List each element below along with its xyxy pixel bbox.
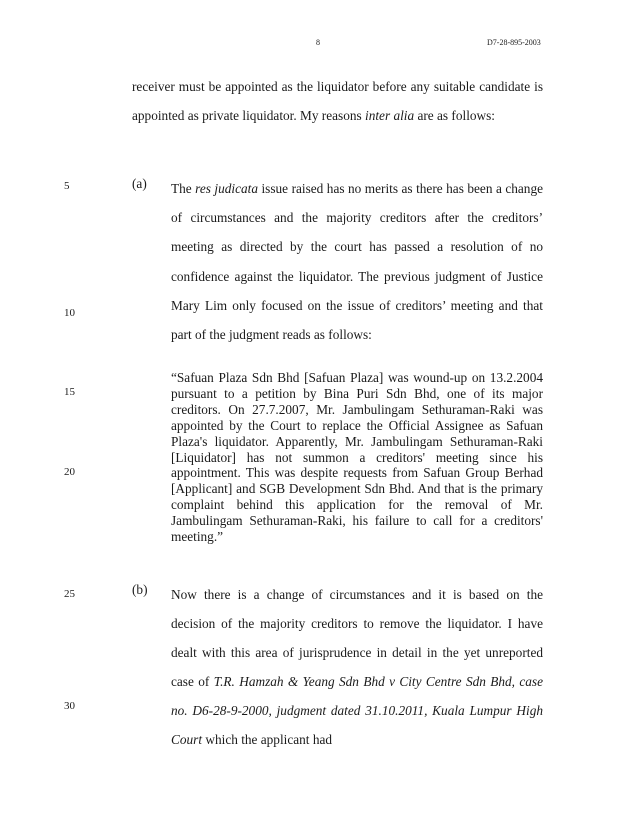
line-number-25: 25: [64, 588, 75, 600]
judgment-quote: “Safuan Plaza Sdn Bhd [Safuan Plaza] was wound-up on 13.2.2004 pursuant to a petition by Bina Puri Sdn Bhd, one of its major creditors. On 27.7.2007, Mr. Jambulingam Sethuraman-Raki was appointed by the Court to replace the Official Assignee as Safuan Plaza's liquidator. Apparently, Mr. Jambulingam Sethuraman-Raki [Liquidator] has not summon a creditors' meeting since his appointment. This was despite requests from Safuan Group Berhad [Applicant] and SGB Development Sdn Bhd. And that is the primary complaint behind this application for the removal of Mr. Jambulingam Sethuraman-Raki, his failure to call for a creditors' meeting.”: [171, 370, 543, 545]
item-a-label: (a): [132, 176, 147, 191]
item-b-label: (b): [132, 582, 148, 597]
line-number-10: 10: [64, 307, 75, 319]
page-number: 8: [316, 38, 320, 47]
item-b-paragraph: Now there is a change of circumstances and it is based on the decision of the majority creditors to remove the liquidator. I have dealt with this area of jurisprudence in detail in the yet unreported case of T.R. Hamzah & Yeang Sdn Bhd v City Centre Sdn Bhd, case no. D6-28-9-2000, judgment dated 31.10.2011, Kuala Lumpur High Court which the applicant had: [171, 587, 543, 747]
intro-paragraph: receiver must be appointed as the liquidator before any suitable candidate is appointed as private liquidator. My reasons inter alia are as follows:: [132, 79, 543, 123]
item-a-paragraph: The res judicata issue raised has no merits as there has been a change of circumstances and the majority creditors after the creditors’ meeting as directed by the court has passed a resolution of no confidence against the liquidator. The previous judgment of Justice Mary Lim only focused on the issue of creditors’ meeting and that part of the judgment reads as follows:: [171, 181, 543, 343]
line-number-15: 15: [64, 386, 75, 398]
document-id: D7-28-895-2003: [487, 38, 541, 47]
line-number-30: 30: [64, 700, 75, 712]
line-number-5: 5: [64, 180, 70, 192]
line-number-20: 20: [64, 466, 75, 478]
